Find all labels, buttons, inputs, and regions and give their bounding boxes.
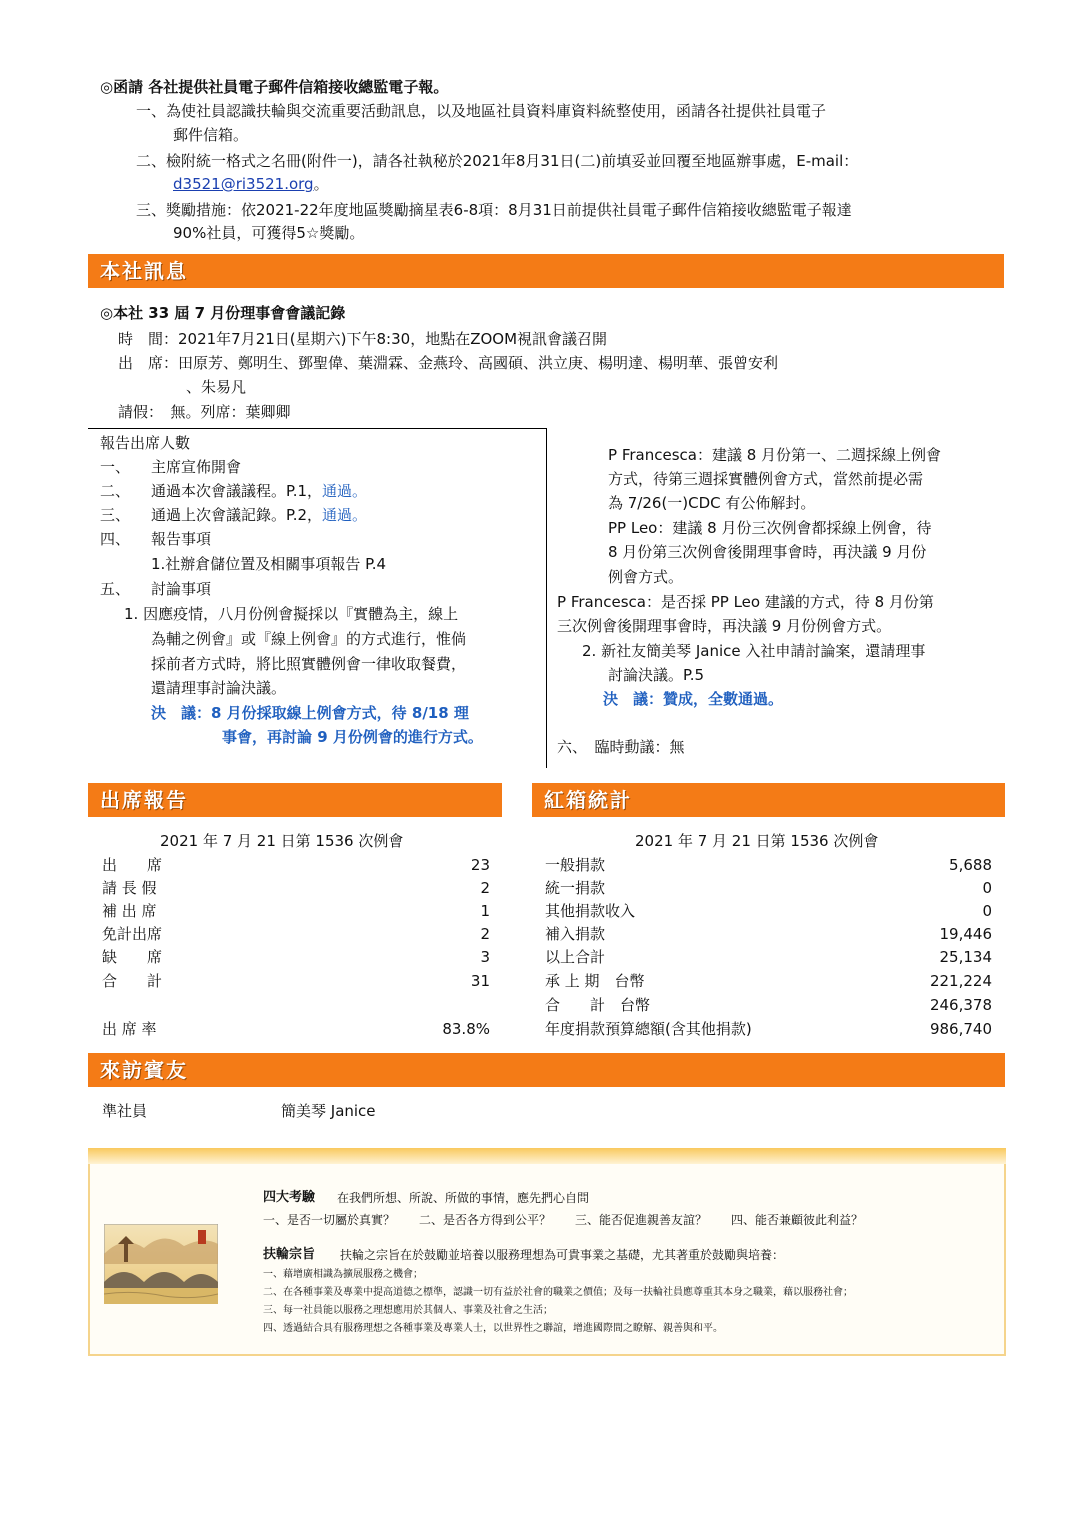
minutes-right-line-7: P Francesca：是否採 PP Leo 建議的方式，待 8 月份第 bbox=[557, 593, 934, 611]
agenda-num-3: 三、 bbox=[100, 506, 131, 524]
attendance-banner bbox=[88, 783, 502, 817]
discussion-2-line-2: 討論決議。P.5 bbox=[608, 666, 705, 684]
attendance-label: 補 出 席 bbox=[102, 902, 157, 920]
visitor-name: 簡美琴 Janice bbox=[281, 1102, 376, 1120]
attendance-heading: 2021 年 7 月 21 日第 1536 次例會 bbox=[160, 832, 404, 850]
resolution-1-line-2: 事會，再討論 9 月份例會的進行方式。 bbox=[222, 728, 483, 746]
minutes-title: ◎本社 33 屆 7 月份理事會會議記錄 bbox=[100, 304, 346, 322]
agenda-item-4-sub: 1.社辦倉儲位置及相關事項報告 P.4 bbox=[151, 555, 387, 573]
agenda-item-2-text: 通過本次會議議程。P.1， bbox=[151, 482, 323, 500]
resolution-2: 決 議：贊成，全數通過。 bbox=[603, 690, 784, 708]
attendance-label: 缺 席 bbox=[102, 948, 163, 966]
four-way-test-title: 四大考驗 bbox=[263, 1190, 316, 1205]
red-box-label: 一般捐款 bbox=[545, 856, 606, 874]
notice-item-2: 二、檢附統一格式之名冊(附件一)，請各社執秘於2021年8月31日(二)前填妥並回覆至地區辦事處，E-mail： bbox=[136, 152, 859, 170]
red-box-row bbox=[545, 854, 992, 877]
attendance-value: 2 bbox=[480, 879, 490, 897]
minutes-table-divider bbox=[546, 428, 547, 768]
visitors-banner bbox=[88, 1053, 1005, 1087]
notice-item-3: 三、獎勵措施：依2021-22年度地區獎勵摘星表6-8項：8月31日前提供社員電子郵件信箱接收總監電子報達 bbox=[136, 201, 852, 219]
attendance-row bbox=[102, 900, 490, 923]
agenda-item-3-text: 通過上次會議記錄。P.2， bbox=[151, 506, 323, 524]
visitors-banner-label: 來訪賓友 bbox=[100, 1058, 188, 1082]
visitor-type: 準社員 bbox=[102, 1102, 148, 1120]
agenda-item-1: 主席宣佈開會 bbox=[151, 458, 242, 476]
agenda-item-3-pass: 通過。 bbox=[322, 506, 368, 524]
notice-item-1: 一、為使社員認識扶輪與交流重要活動訊息，以及地區社員資料庫資料統整使用，函請各社提供社員電子 bbox=[136, 102, 827, 120]
attendance-rate-label: 出 席 率 bbox=[102, 1020, 157, 1038]
rotary-purpose-title: 扶輪宗旨 bbox=[263, 1247, 316, 1262]
minutes-right-line-5: 8 月份第三次例會後開理事會時，再決議 9 月份 bbox=[608, 543, 927, 561]
attendance-label: 出 席 bbox=[102, 856, 163, 874]
agenda-num-5: 五、 bbox=[100, 580, 131, 598]
minutes-right-line-3: 為 7/26(一)CDC 有公佈解封。 bbox=[608, 494, 816, 512]
four-way-test-items: 一、是否一切屬於真實？ 二、是否各方得到公平？ 三、能否促進親善友誼？ 四、能否兼顧彼此利益？ bbox=[263, 1213, 864, 1227]
red-box-row bbox=[545, 970, 992, 993]
red-box-value: 221,224 bbox=[929, 972, 992, 990]
minutes-right-line-6: 例會方式。 bbox=[608, 568, 684, 586]
red-box-value: 19,446 bbox=[939, 925, 992, 943]
minutes-attendees-cont: 、朱易凡 bbox=[186, 378, 247, 396]
rotary-purpose-3: 三、每一社員能以服務之理想應用於其個人、事業及社會之生活； bbox=[263, 1305, 553, 1316]
red-box-label: 以上合計 bbox=[545, 948, 606, 966]
attendance-value: 23 bbox=[470, 856, 490, 874]
attendance-value: 2 bbox=[480, 925, 490, 943]
email-link[interactable]: d3521@ri3521.org bbox=[173, 175, 314, 193]
attendance-label: 合 計 bbox=[102, 972, 163, 990]
rotary-purpose-1: 一、藉增廣相識為擴展服務之機會； bbox=[263, 1269, 423, 1280]
red-box-row bbox=[545, 877, 992, 900]
discussion-1-line-1: 1. 因應疫情，八月份例會擬採以『實體為主，線上 bbox=[124, 605, 459, 623]
minutes-right-line-1: P Francesca：建議 8 月份第一、二週採線上例會 bbox=[608, 446, 942, 464]
agenda-num-4: 四、 bbox=[100, 530, 131, 548]
agenda-item-3 bbox=[151, 504, 367, 526]
notice-title: ◎函請 各社提供社員電子郵件信箱接收總監電子報。 bbox=[100, 78, 449, 96]
attendance-value: 3 bbox=[480, 948, 490, 966]
red-box-label: 承 上 期 台幣 bbox=[545, 972, 645, 990]
rotary-purpose-subtitle: 扶輪之宗旨在於鼓勵並培養以服務理想為可貴事業之基礎，尤其著重於鼓勵與培養： bbox=[340, 1248, 785, 1262]
attendance-value: 1 bbox=[480, 902, 490, 920]
red-box-label: 其他捐款收入 bbox=[545, 902, 636, 920]
red-box-label: 補入捐款 bbox=[545, 925, 606, 943]
red-box-value: 25,134 bbox=[939, 948, 992, 966]
minutes-right-line-8: 三次例會後開理事會時，再決議 9 月份例會方式。 bbox=[557, 617, 892, 635]
four-way-test-subtitle: 在我們所想、所說、所做的事情，應先捫心自問 bbox=[337, 1191, 590, 1205]
discussion-1-line-3: 採前者方式時，將比照實體例會一律收取餐費， bbox=[151, 655, 467, 673]
red-box-banner-label: 紅箱統計 bbox=[544, 788, 632, 812]
rotary-purpose-4: 四、透過結合具有服務理想之各種事業及專業人士，以世界性之聯誼，增進國際間之瞭解、親善與和平。 bbox=[263, 1323, 723, 1334]
rotary-purpose-2: 二、在各種事業及專業中提高道德之標準，認識一切有益於社會的職業之價值；及每一扶輪社員應尊重其本身之職業，藉以服務社會； bbox=[263, 1287, 853, 1298]
agenda-item-5: 討論事項 bbox=[151, 580, 212, 598]
minutes-leave: 請假： 無。列席：葉卿卿 bbox=[118, 403, 291, 421]
red-box-label: 統一捐款 bbox=[545, 879, 606, 897]
attendance-row bbox=[102, 946, 490, 969]
agenda-num-2: 二、 bbox=[100, 482, 131, 500]
notice-item-1-cont: 郵件信箱。 bbox=[173, 126, 249, 144]
attendance-banner-label: 出席報告 bbox=[100, 788, 188, 812]
club-news-banner bbox=[88, 254, 1004, 288]
notice-item-3-cont: 90%社員，可獲得5☆獎勵。 bbox=[173, 224, 365, 242]
red-box-label: 年度捐款預算總額(含其他捐款) bbox=[545, 1020, 752, 1038]
discussion-2-line-1: 2. 新社友簡美琴 Janice 入社申請討論案，還請理事 bbox=[582, 642, 926, 660]
red-box-banner bbox=[532, 783, 1005, 817]
minutes-table-top-rule bbox=[88, 428, 546, 429]
minutes-right-line-2: 方式，待第三週採實體例會方式，當然前提必需 bbox=[608, 470, 924, 488]
notice-item-2-cont bbox=[173, 173, 329, 195]
red-box-label: 合 計 台幣 bbox=[545, 996, 651, 1014]
minutes-attendees: 出 席：田原芳、鄭明生、鄧聖偉、葉淵霖、金燕玲、高國碩、洪立庚、楊明達、楊明華、張曾安利 bbox=[118, 354, 779, 372]
attendance-row bbox=[102, 854, 490, 877]
minutes-time: 時 間：2021年7月21日(星期六)下午8:30，地點在ZOOM視訊會議召開 bbox=[118, 330, 608, 348]
red-box-row bbox=[545, 923, 992, 946]
agenda-item-2 bbox=[151, 480, 367, 502]
red-box-row bbox=[545, 1018, 992, 1041]
red-box-row bbox=[545, 900, 992, 923]
red-box-value: 246,378 bbox=[929, 996, 992, 1014]
attendance-rate-row bbox=[102, 1018, 490, 1041]
red-box-value: 0 bbox=[982, 879, 992, 897]
red-box-value: 0 bbox=[982, 902, 992, 920]
red-box-value: 5,688 bbox=[949, 856, 992, 874]
attendance-rate-value: 83.8% bbox=[442, 1020, 490, 1038]
bridge-illustration bbox=[104, 1224, 218, 1304]
footer-top-bar bbox=[88, 1148, 1006, 1164]
attendance-label: 免計出席 bbox=[102, 925, 163, 943]
resolution-1-line-1: 決 議：8 月份採取線上例會方式，待 8/18 理 bbox=[151, 704, 469, 722]
minutes-right-line-4: PP Leo：建議 8 月份三次例會都採線上例會，待 bbox=[608, 519, 932, 537]
red-box-row bbox=[545, 946, 992, 969]
attendance-row bbox=[102, 877, 490, 900]
minutes-left-line-1: 報告出席人數 bbox=[100, 434, 191, 452]
agenda-num-1: 一、 bbox=[100, 458, 131, 476]
discussion-1-line-2: 為輔之例會』或『線上例會』的方式進行，惟倘 bbox=[151, 630, 467, 648]
notice-item-2-tail: 。 bbox=[313, 175, 329, 193]
attendance-value: 31 bbox=[470, 972, 490, 990]
red-box-value: 986,740 bbox=[929, 1020, 992, 1038]
attendance-label: 請 長 假 bbox=[102, 879, 157, 897]
minutes-right-line-12: 六、 臨時動議：無 bbox=[557, 738, 685, 756]
attendance-row bbox=[102, 970, 490, 993]
club-news-banner-label: 本社訊息 bbox=[100, 259, 188, 283]
red-box-row bbox=[545, 994, 992, 1017]
attendance-row bbox=[102, 923, 490, 946]
agenda-item-4: 報告事項 bbox=[151, 530, 212, 548]
red-box-heading: 2021 年 7 月 21 日第 1536 次例會 bbox=[635, 832, 879, 850]
discussion-1-line-4: 還請理事討論決議。 bbox=[151, 679, 287, 697]
agenda-item-2-pass: 通過。 bbox=[322, 482, 368, 500]
